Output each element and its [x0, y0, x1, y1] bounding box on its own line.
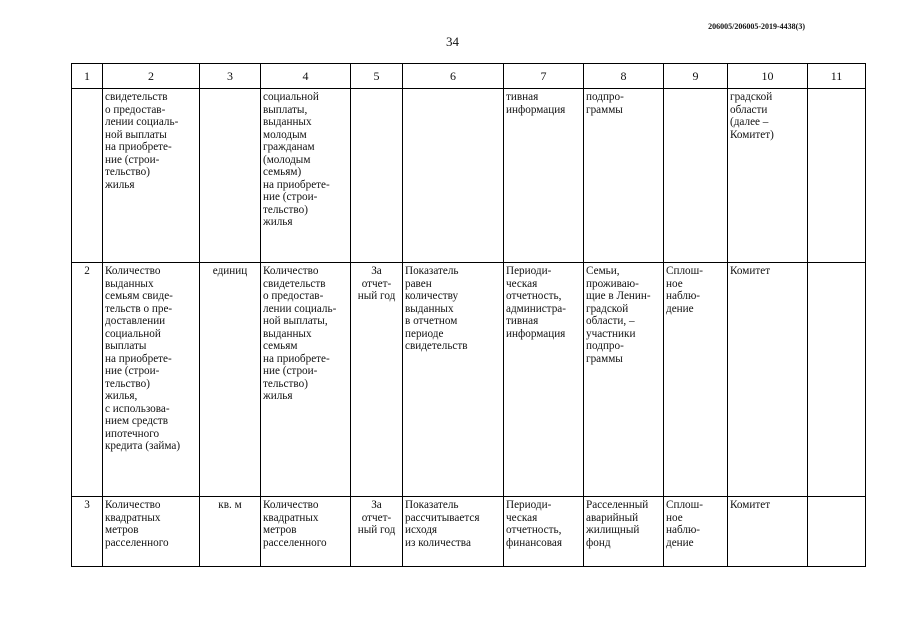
method-cell: Показатель равен количеству выданных в отчетном периоде свидетельств: [403, 263, 504, 497]
period-cell: [351, 89, 403, 263]
empty-cell: [808, 263, 866, 497]
data-source-cell: Периоди- ческая отчетность, финансовая: [504, 497, 584, 567]
period-cell: За отчет- ный год: [351, 497, 403, 567]
unit-cell: [200, 89, 261, 263]
definition-cell: Количество квадратных метров расселенного: [261, 497, 351, 567]
population-cell: Семьи, проживаю- щие в Ленин- градской области, – участники подпро- граммы: [584, 263, 664, 497]
population-cell: подпро- граммы: [584, 89, 664, 263]
row-number: [72, 89, 103, 263]
observation-type-cell: [664, 89, 728, 263]
definition-cell: Количество свидетельств о предостав- лении социаль- ной выплаты, выданных семьям на приобрете- ние (строи- тельство) жилья: [261, 263, 351, 497]
method-cell: [403, 89, 504, 263]
column-number: 5: [351, 64, 403, 89]
indicator-name-cell: Количество выданных семьям свиде- тельств о пре- доставлении социальной выплаты на приобрете- ние (строи- тельство) жилья, с использова- нием средств ипотечного кредита (займа): [103, 263, 200, 497]
observation-type-cell: Сплош- ное наблю- дение: [664, 497, 728, 567]
data-source-cell: тивная информация: [504, 89, 584, 263]
table-row: [72, 497, 866, 567]
population-cell: Расселенный аварийный жилищный фонд: [584, 497, 664, 567]
empty-cell: [808, 497, 866, 567]
page-number: 34: [446, 34, 459, 49]
document-id: 206005/206005-2019-4438(3): [708, 22, 805, 31]
observation-type-cell: Сплош- ное наблю- дение: [664, 263, 728, 497]
responsible-cell: градской области (далее – Комитет): [728, 89, 808, 263]
column-number: 4: [261, 64, 351, 89]
indicator-name-cell: Количество квадратных метров расселенного: [103, 497, 200, 567]
row-number: 3: [72, 497, 103, 567]
data-source-cell: Периоди- ческая отчетность, администра- тивная информация: [504, 263, 584, 497]
definition-cell: социальной выплаты, выданных молодым гражданам (молодым семьям) на приобрете- ние (строи- тельство) жилья: [261, 89, 351, 263]
responsible-cell: Комитет: [728, 497, 808, 567]
column-number: 6: [403, 64, 504, 89]
period-cell: За отчет- ный год: [351, 263, 403, 497]
column-number: 11: [808, 64, 866, 89]
column-number: 8: [584, 64, 664, 89]
indicators-table: [71, 63, 866, 567]
responsible-cell: Комитет: [728, 263, 808, 497]
unit-cell: единиц: [200, 263, 261, 497]
unit-cell: кв. м: [200, 497, 261, 567]
table-row: [72, 263, 866, 497]
column-number: 2: [103, 64, 200, 89]
column-number: 9: [664, 64, 728, 89]
method-cell: Показатель рассчитывается исходя из количества: [403, 497, 504, 567]
column-number: 1: [72, 64, 103, 89]
row-number: 2: [72, 263, 103, 497]
indicator-name-cell: свидетельств о предостав- лении социаль- ной выплаты на приобрете- ние (строи- тельство) жилья: [103, 89, 200, 263]
column-number-row: [72, 64, 866, 89]
empty-cell: [808, 89, 866, 263]
column-number: 10: [728, 64, 808, 89]
table-row: [72, 89, 866, 263]
column-number: 7: [504, 64, 584, 89]
column-number: 3: [200, 64, 261, 89]
